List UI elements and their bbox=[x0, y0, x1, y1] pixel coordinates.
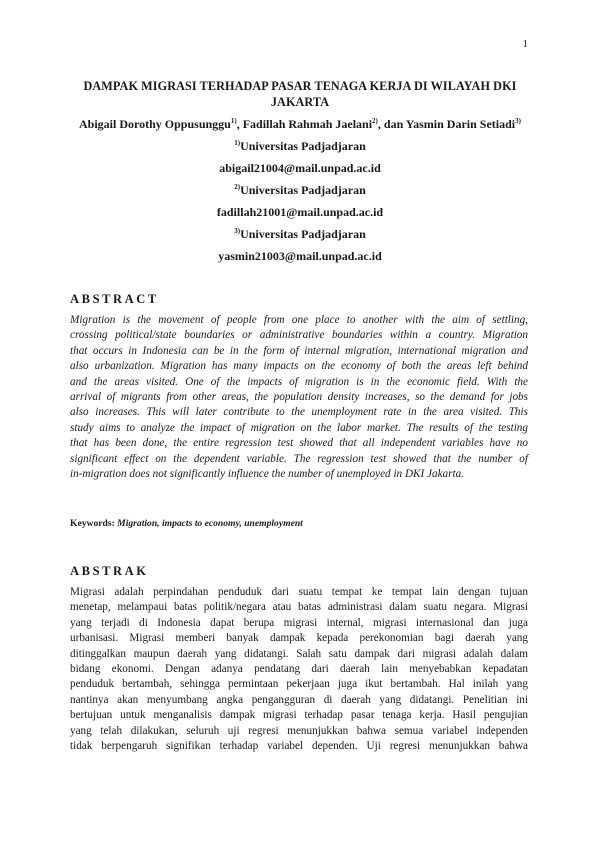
abstrak-line: bidang ekonomi. Dengan adanya pendatang dari daerah lain menyebabkan kepadatan bbox=[70, 663, 528, 676]
abstract-line: in-migration does not significantly influence the number of unemployed in DKI Jakarta. bbox=[70, 468, 464, 481]
abstrak-line: yang telah dilakukan, seluruh uji regresi menunjukkan bahwa semua variabel independen bbox=[70, 724, 528, 737]
abstract-line: and the areas visited. One of the impacts of migration is in the economic field. With the bbox=[70, 375, 528, 388]
author-separator: , dan bbox=[377, 117, 406, 131]
abstract-line: arrival of migrants from other areas, the population density increases, so the demand for jobs bbox=[70, 391, 528, 404]
affiliation-email[interactable]: yasmin21003@mail.unpad.ac.id bbox=[218, 249, 382, 263]
abstract-body bbox=[70, 313, 528, 482]
author-name: Yasmin Darin Setiadi bbox=[405, 117, 516, 131]
abstrak-line: penduduk bertambah, sehingga permintaan pekerjaan juga ikut bertambah. Hal inilah yang bbox=[70, 678, 528, 691]
institution-name: Universitas Padjadjaran bbox=[240, 183, 366, 197]
abstract-line: also increases. This will later contribute to the unemployment rate in the area visited. This bbox=[70, 406, 528, 419]
abstrak-line: nantinya akan menyumbang angka pengangguran di daerah yang didatangi. Penelitian ini bbox=[70, 693, 528, 706]
abstract-line: study aims to analyze the impact of migration on the labor market. The results of the testing bbox=[70, 421, 528, 434]
abstract-line: that occurs in Indonesia can be in the form of internal migration, international migration and bbox=[70, 344, 528, 357]
title-line: DAMPAK MIGRASI TERHADAP PASAR TENAGA KERJA DI WILAYAH DKI bbox=[83, 79, 517, 93]
keywords bbox=[70, 518, 303, 529]
affiliation-institution bbox=[60, 138, 540, 154]
abstrak-line: yang terjadi di Indonesia dapat berupa migrasi internal, migrasi internasional dan juga bbox=[70, 616, 528, 629]
abstrak-line: menetap, melampaui batas politik/negara atau batas administrasi dalam suatu negara. Migrasi bbox=[70, 601, 528, 614]
affiliation-marker: 1) bbox=[234, 139, 241, 147]
author-marker: 3) bbox=[515, 117, 521, 125]
paper-title bbox=[70, 78, 530, 110]
abstrak-line: tidak berpengaruh signifikan terhadap variabel dependen. Uji regresi menunjukkan bahwa bbox=[70, 740, 528, 753]
abstrak-body bbox=[70, 585, 528, 754]
abstrak-line: ditinggalkan maupun daerah yang didatangi. Salah satu dampak dari migrasi adalah dalam bbox=[70, 647, 528, 660]
institution-name: Universitas Padjadjaran bbox=[240, 139, 366, 153]
abstract-line: also urbanization. Migration has many impacts on the economy of both the areas left behind bbox=[70, 360, 528, 373]
abstrak-line: Migrasi adalah perpindahan penduduk dari suatu tempat ke tempat lain dengan tujuan bbox=[70, 586, 528, 598]
abstract-heading: ABSTRACT bbox=[70, 292, 159, 306]
author-marker: 2) bbox=[372, 117, 378, 125]
author-separator: , bbox=[236, 117, 243, 131]
affiliation-email[interactable]: abigail21004@mail.unpad.ac.id bbox=[219, 161, 381, 175]
abstract-line: significant effect on the dependent variable. The regression test showed that the number of bbox=[70, 452, 528, 465]
affiliation-institution bbox=[60, 226, 540, 242]
abstrak-line: urbanisasi. Migrasi memberi banyak dampak kepada perekonomian bagi daerah yang bbox=[70, 632, 528, 645]
abstrak-heading: ABSTRAK bbox=[70, 564, 149, 578]
author-marker: 1) bbox=[230, 117, 237, 125]
page-number: 1 bbox=[522, 38, 528, 50]
title-line: JAKARTA bbox=[270, 95, 330, 109]
affiliation-email[interactable]: fadillah21001@mail.unpad.ac.id bbox=[216, 205, 384, 219]
abstract-line: that has been done, the entire regression test showed that all independent variables have no bbox=[70, 437, 528, 450]
abstract-line: crossing political/state boundaries or administrative boundaries within a country. Migration bbox=[70, 329, 528, 342]
author-name: Abigail Dorothy Oppusunggu bbox=[79, 117, 231, 131]
institution-name: Universitas Padjadjaran bbox=[240, 227, 366, 241]
abstract-line: Migration is the movement of people from one place to another with the aim of settling, bbox=[70, 314, 528, 326]
keywords-label: Keywords: bbox=[70, 518, 118, 529]
affiliation-marker: 2) bbox=[234, 183, 241, 191]
keywords-values: Migration, impacts to economy, unemployment bbox=[117, 518, 303, 529]
affiliation-marker: 3) bbox=[234, 227, 241, 235]
abstrak-line: bertujuan untuk menganalisis dampak migrasi terhadap pasar tenaga kerja. Hasil pengujian bbox=[70, 709, 528, 722]
affiliation-institution bbox=[60, 182, 540, 198]
author-list bbox=[60, 116, 540, 132]
author-name: Fadillah Rahmah Jaelani bbox=[242, 117, 373, 131]
